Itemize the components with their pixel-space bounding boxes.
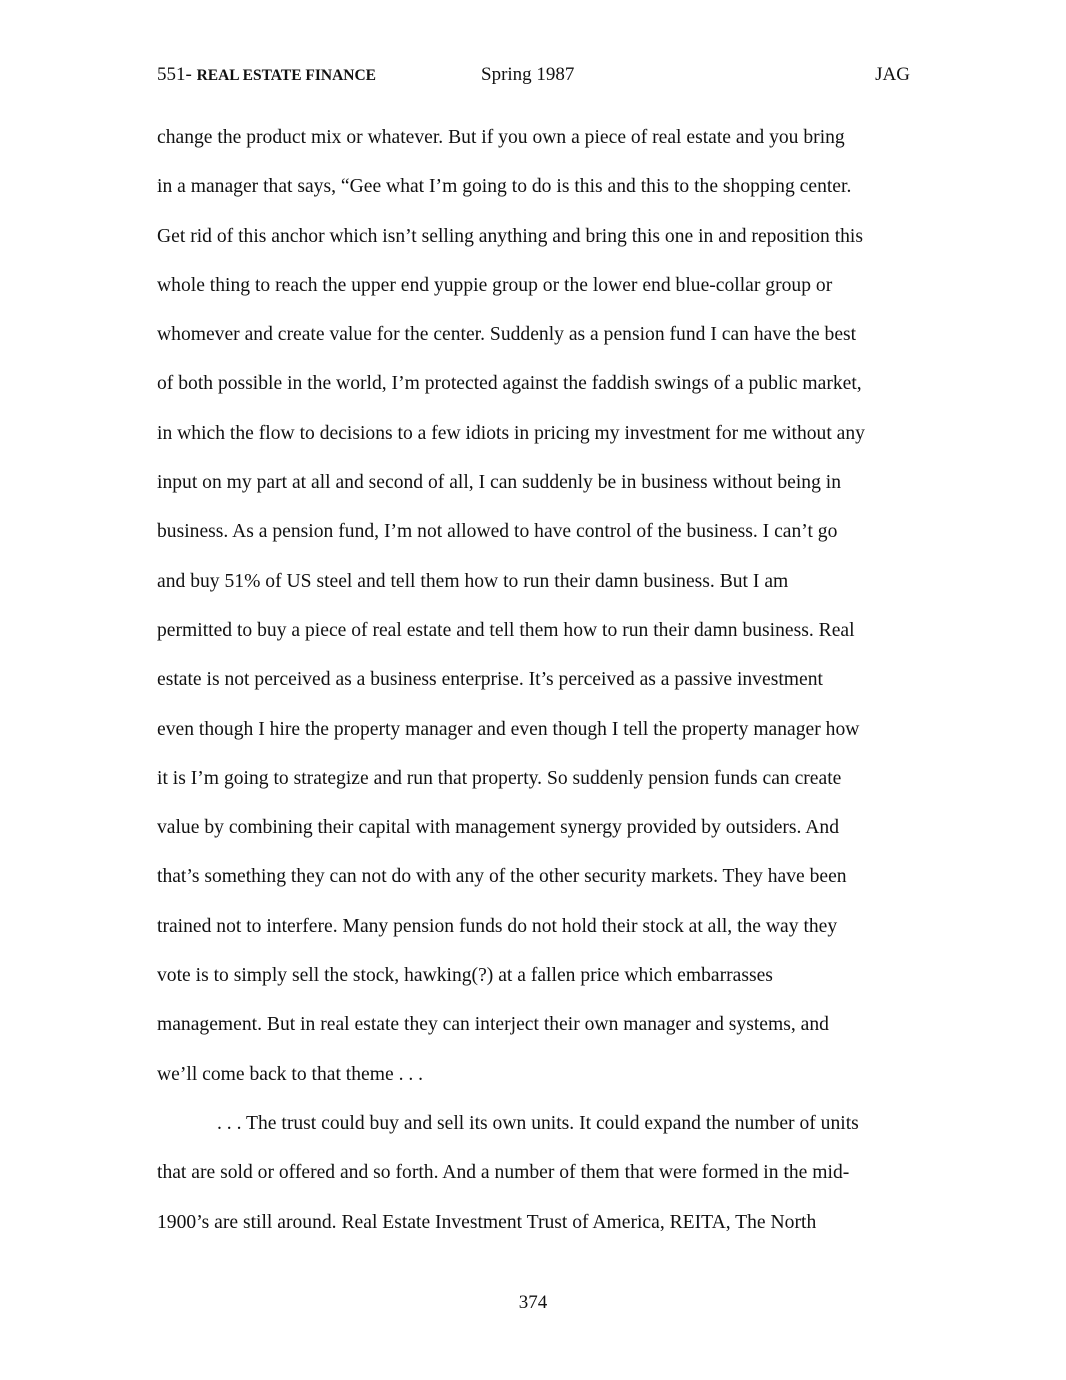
text-line: value by combining their capital with management synergy provided by outsiders. And — [157, 817, 840, 839]
text-line: 1900’s are still around. Real Estate Investment Trust of America, REITA, The North — [157, 1211, 817, 1233]
text-line: management. But in real estate they can interject their own manager and systems, and — [157, 1014, 829, 1036]
text-line: even though I hire the property manager and even though I tell the property manager how — [157, 718, 860, 740]
text-line: in a manager that says, “Gee what I’m going to do is this and this to the shopping center. — [157, 176, 852, 198]
header-course — [157, 64, 376, 86]
text-line: of both possible in the world, I’m protected against the faddish swings of a public market, — [157, 373, 862, 395]
text-line: vote is to simply sell the stock, hawking(?) at a fallen price which embarrasses — [157, 965, 773, 987]
text-line: that are sold or offered and so forth. And a number of them that were formed in the mid- — [157, 1162, 850, 1184]
text-line: change the product mix or whatever. But if you own a piece of real estate and you bring — [157, 127, 845, 148]
text-line: business. As a pension fund, I’m not allowed to have control of the business. I can’t go — [157, 521, 838, 543]
header-initials: JAG — [875, 64, 910, 85]
text-line: that’s something they can not do with any of the other security markets. They have been — [157, 866, 847, 888]
header-course-title: REAL ESTATE FINANCE — [196, 67, 377, 84]
text-line: and buy 51% of US steel and tell them how to run their damn business. But I am — [157, 570, 789, 592]
text-line: we’ll come back to that theme . . . — [157, 1063, 424, 1085]
text-line: Get rid of this anchor which isn’t selling anything and bring this one in and reposition this — [157, 225, 864, 247]
text-line: estate is not perceived as a business enterprise. It’s perceived as a passive investment — [157, 669, 823, 691]
text-line: permitted to buy a piece of real estate and tell them how to run their damn business. Real — [157, 619, 855, 641]
text-line: in which the flow to decisions to a few idiots in pricing my investment for me without any — [157, 422, 865, 444]
text-line-indented: . . . The trust could buy and sell its own units. It could expand the number of units — [217, 1112, 859, 1134]
text-line: trained not to interfere. Many pension funds do not hold their stock at all, the way they — [157, 915, 838, 937]
text-line: it is I’m going to strategize and run that property. So suddenly pension funds can create — [157, 767, 842, 789]
text-line: input on my part at all and second of all, I can suddenly be in business without being in — [157, 472, 842, 494]
text-line: whomever and create value for the center. Suddenly as a pension fund I can have the best — [157, 324, 857, 346]
header-term: Spring 1987 — [481, 64, 575, 85]
header-course-number: 551- — [157, 64, 192, 85]
transcript-body — [157, 124, 913, 1258]
running-header — [157, 64, 910, 92]
page-number: 374 — [518, 1292, 548, 1313]
text-line: whole thing to reach the upper end yuppie group or the lower end blue-collar group or — [157, 274, 833, 296]
